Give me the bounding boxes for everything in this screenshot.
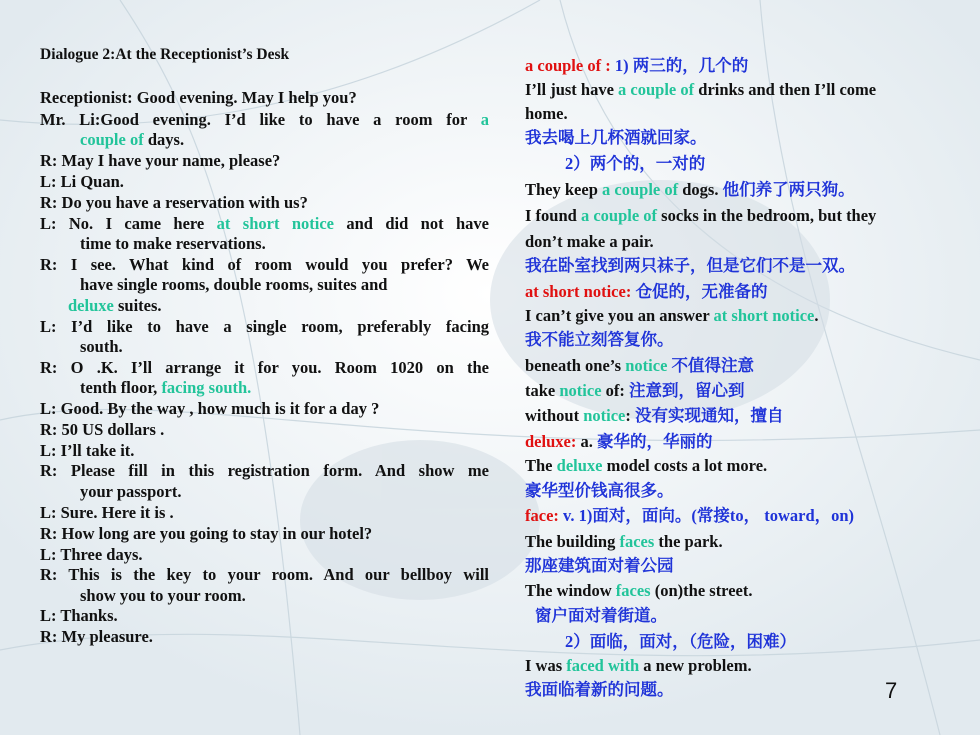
line-text: R: My pleasure. [40, 627, 153, 646]
line-text: time to make reservations. [80, 234, 266, 253]
line-text: L: Sure. Here it is . [40, 503, 174, 522]
right-line [525, 556, 674, 576]
line-text: Receptionist: Good evening. May I help you? [40, 88, 357, 107]
right-line [525, 532, 723, 552]
right-line [525, 406, 784, 426]
line-text: R: May I have your name, please? [40, 151, 281, 170]
left-line [40, 255, 489, 275]
right-line [525, 306, 819, 326]
line-text: dogs. [678, 180, 723, 199]
left-line [40, 378, 251, 398]
line-text: L: Good. By the way , how much is it for a day ? [40, 399, 380, 418]
left-line [40, 88, 357, 108]
right-line [525, 80, 876, 100]
line-text: socks in the bedroom, but they [657, 206, 877, 225]
highlighted-term: a couple of : [525, 56, 615, 75]
line-text: drinks and then I’ll come [694, 80, 877, 99]
left-line [40, 193, 308, 213]
line-text: take [525, 381, 560, 400]
left-line [40, 482, 181, 502]
line-text: . [814, 306, 819, 325]
right-line [525, 381, 745, 401]
right-line [525, 606, 667, 626]
highlighted-term: 豪华的，华丽的 [596, 432, 713, 451]
left-line [40, 358, 489, 378]
right-line [525, 180, 855, 200]
highlighted-term: deluxe [68, 296, 114, 315]
highlighted-term: faces [619, 532, 655, 551]
right-line [525, 656, 752, 676]
line-text: R: O .K. I’ll arrange it for you. Room 1020 on the [40, 358, 489, 377]
right-line [525, 356, 754, 376]
line-text: L: Li Quan. [40, 172, 124, 191]
highlighted-term: 我在卧室找到两只袜子，但是它们不是一双。 [525, 256, 855, 275]
line-text: : [625, 406, 635, 425]
right-line [525, 232, 654, 252]
left-line [40, 296, 162, 316]
right-line [525, 632, 796, 652]
left-line [40, 151, 280, 171]
highlighted-term: a couple of [580, 206, 658, 225]
line-text: I found [525, 206, 581, 225]
line-text: R: Do you have a reservation with us? [40, 193, 308, 212]
right-line [525, 282, 767, 302]
right-line [525, 128, 707, 148]
highlighted-term: 2）两个的，一对的 [565, 154, 706, 173]
line-text: of: [601, 381, 630, 400]
highlighted-term: 我面临着新的问题。 [525, 680, 674, 699]
highlighted-term: notice [625, 356, 668, 375]
left-line [40, 214, 489, 234]
line-text: a. [580, 432, 597, 451]
highlighted-term: deluxe [556, 456, 603, 475]
line-text: beneath one’s [525, 356, 626, 375]
line-text: L: Three days. [40, 545, 143, 564]
line-text: I’ll just have [525, 80, 619, 99]
line-text: home. [525, 104, 568, 123]
right-line [525, 456, 767, 476]
highlighted-term: deluxe: [525, 432, 581, 451]
line-text: your passport. [80, 482, 182, 501]
highlighted-term: 窗户面对着街道。 [535, 606, 667, 625]
right-line [525, 56, 748, 76]
line-text: R: How long are you going to stay in our hotel? [40, 524, 373, 543]
right-line [525, 330, 674, 350]
highlighted-term: faced with [566, 656, 640, 675]
line-text: They keep [525, 180, 603, 199]
left-line [40, 130, 184, 150]
highlighted-term: 他们养了两只狗。 [722, 180, 855, 199]
highlighted-term: facing south. [161, 378, 252, 397]
line-text: have single rooms, double rooms, suites and [80, 275, 388, 294]
highlighted-term: couple of [80, 130, 144, 149]
highlighted-term: v. 1)面对，面向。(常接to， toward，on) [563, 506, 855, 525]
line-text: the park. [654, 532, 723, 551]
right-line [525, 432, 712, 452]
highlighted-term: 没有实现通知，擅自 [635, 406, 784, 425]
highlighted-term: at short notice [216, 214, 334, 233]
left-line [40, 545, 143, 565]
highlighted-term: at short notice: [525, 282, 636, 301]
highlighted-term: 不值得注意 [667, 356, 755, 375]
highlighted-term: notice [583, 406, 626, 425]
left-line [40, 110, 489, 130]
left-line [40, 586, 246, 606]
line-text: The [525, 456, 557, 475]
right-line [525, 104, 568, 124]
left-line [40, 606, 118, 626]
line-text: R: Please fill in this registration form. And show me [40, 461, 489, 480]
line-text: south. [80, 337, 123, 356]
right-line [525, 680, 674, 700]
left-line [40, 441, 134, 461]
highlighted-term: a couple of [602, 180, 679, 199]
highlighted-term: a couple of [618, 80, 695, 99]
highlighted-term: 豪华型价钱高很多。 [525, 481, 674, 500]
line-text: L: I’d like to have a single room, preferably facing [40, 317, 489, 336]
line-text: and did not have [333, 214, 489, 233]
left-line [40, 420, 164, 440]
left-line [40, 234, 266, 254]
highlighted-term: 那座建筑面对着公园 [525, 556, 674, 575]
highlighted-term: 仓促的，无准备的 [635, 282, 768, 301]
left-line [40, 627, 153, 647]
highlighted-term: face: [525, 506, 564, 525]
highlighted-term: 我去喝上几杯酒就回家。 [525, 128, 707, 147]
left-line [40, 399, 379, 419]
left-line [40, 337, 123, 357]
line-text: I can’t give you an answer [525, 306, 714, 325]
left-line [40, 317, 489, 337]
line-text: without [525, 406, 584, 425]
highlighted-term: 我不能立刻答复你。 [525, 330, 674, 349]
page-number: 7 [885, 678, 898, 703]
line-text: Mr. Li:Good evening. I’d like to have a room for [40, 110, 481, 129]
left-line [40, 172, 124, 192]
highlighted-term: notice [559, 381, 602, 400]
right-line [525, 506, 854, 526]
highlighted-term: 注意到，留心到 [629, 381, 745, 400]
right-line [525, 256, 855, 276]
line-text: model costs a lot more. [602, 456, 768, 475]
line-text: R: This is the key to your room. And our bellboy will [40, 565, 489, 584]
left-line [40, 565, 489, 585]
right-line [525, 154, 705, 174]
line-text: days. [143, 130, 185, 149]
highlighted-term: at short notice [713, 306, 815, 325]
line-text: The window [525, 581, 616, 600]
line-text: R: I see. What kind of room would you prefer? We [40, 255, 489, 274]
line-text: show you to your room. [80, 586, 246, 605]
line-text: don’t make a pair. [525, 232, 654, 251]
line-text: L: No. I came here [40, 214, 217, 233]
right-line [525, 581, 752, 601]
highlighted-term: 1) 两三的，几个的 [614, 56, 749, 75]
line-text: R: 50 US dollars . [40, 420, 165, 439]
line-text: L: Thanks. [40, 606, 118, 625]
line-text: I was [525, 656, 567, 675]
right-line [525, 206, 876, 226]
left-line [40, 275, 387, 295]
line-text: L: I’ll take it. [40, 441, 135, 460]
dialogue-title: Dialogue 2:At the Receptionist’s Desk [40, 46, 290, 63]
line-text: a new problem. [639, 656, 752, 675]
line-text: (on)the street. [650, 581, 753, 600]
right-line [525, 481, 674, 501]
line-text: suites. [113, 296, 162, 315]
line-text: tenth floor, [80, 378, 162, 397]
highlighted-term: 2）面临，面对，（危险，困难） [565, 632, 796, 651]
left-line [40, 503, 174, 523]
left-line [40, 461, 489, 481]
line-text: The building [525, 532, 620, 551]
highlighted-term: faces [615, 581, 651, 600]
highlighted-term: a [480, 110, 489, 129]
left-line [40, 524, 372, 544]
